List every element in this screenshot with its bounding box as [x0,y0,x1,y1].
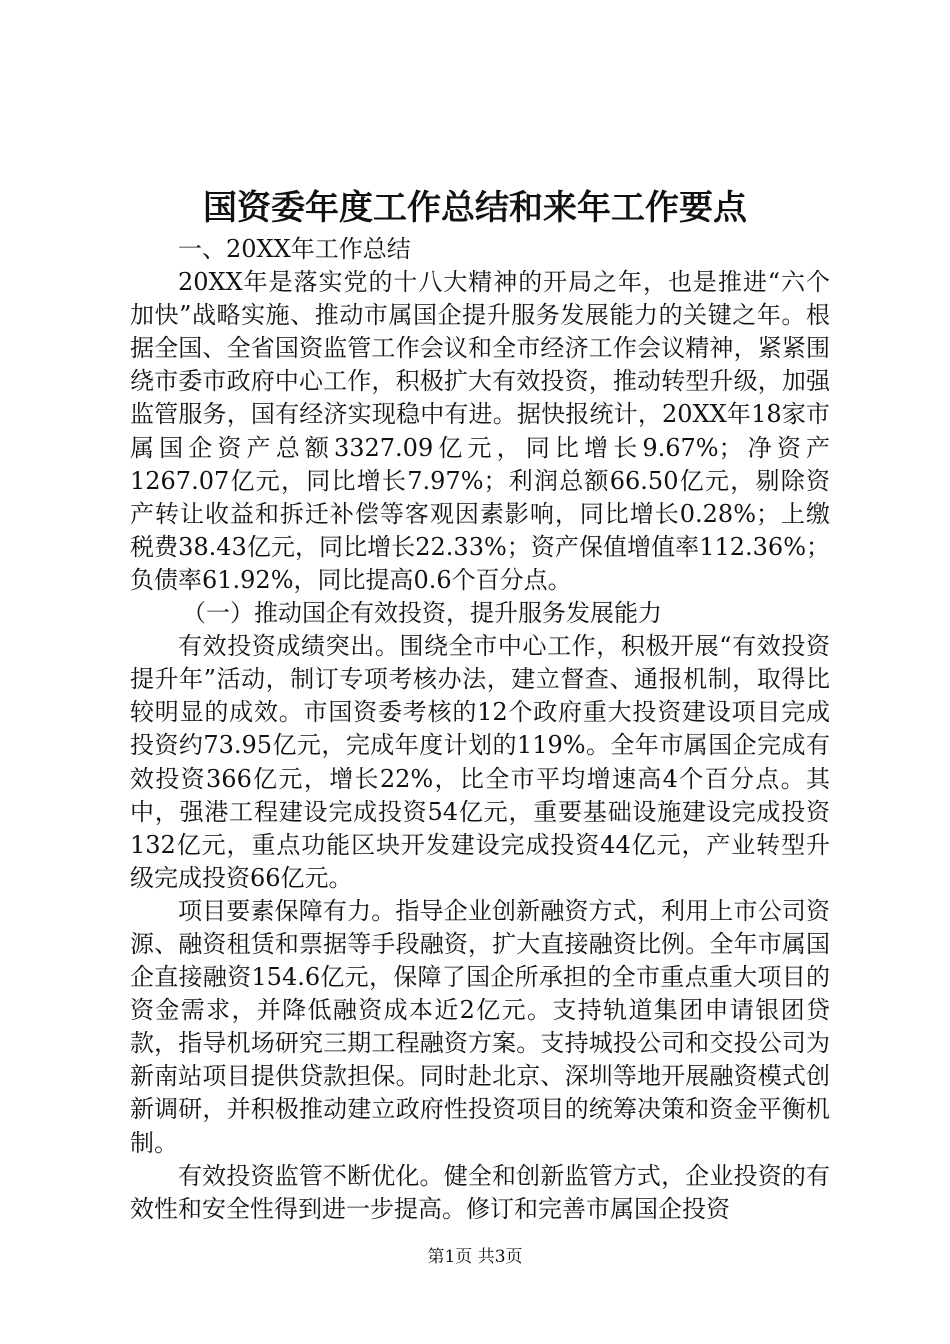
document-body [130,233,830,1226]
paragraph: 有效投资成绩突出。围绕全市中心工作，积极开展“有效投资提升年”活动，制订专项考核办法，建立督查、通报机制，取得比较明显的成效。市国资委考核的12个政府重大投资建设项目完成投资约73.95亿元，完成年度计划的119%。全年市属国企完成有效投资366亿元，增长22%，比全市平均增速高4个百分点。其中，强港工程建设完成投资54亿元，重要基础设施建设完成投资132亿元，重点功能区块开发建设完成投资44亿元，产业转型升级完成投资66亿元。 [130,632,830,892]
paragraph: 项目要素保障有力。指导企业创新融资方式，利用上市公司资源、融资租赁和票据等手段融资，扩大直接融资比例。全年市属国企直接融资154.6亿元，保障了国企所承担的全市重点重大项目的资金需求，并降低融资成本近2亿元。支持轨道集团申请银团贷款，指导机场研究三期工程融资方案。支持城投公司和交投公司为新南站项目提供贷款担保。同时赴北京、深圳等地开展融资模式创新调研，并积极推动建立政府性投资项目的统筹决策和资金平衡机制。 [130,896,830,1157]
document-title: 国资委年度工作总结和来年工作要点 [203,188,747,228]
subsection-heading: （一）推动国企有效投资，提升服务发展能力 [182,599,662,628]
paragraph: 有效投资监管不断优化。健全和创新监管方式，企业投资的有效性和安全性得到进一步提高。修订和完善市属国企投资 [130,1161,830,1223]
section-heading: 一、20XX年工作总结 [178,235,411,263]
page-number-footer: 第1页 共3页 [427,1247,523,1267]
paragraph: 20XX年是落实党的十八大精神的开局之年，也是推进“六个加快”战略实施、推动市属国企提升服务发展能力的关键之年。根据全国、全省国资监管工作会议和全市经济工作会议精神，紧紧围绕市委市政府中心工作，积极扩大有效投资，推动转型升级，加强监管服务，国有经济实现稳中有进。据快报统计，20XX年18家市属国企资产总额3327.09亿元，同比增长9.67%；净资产1267.07亿元，同比增长7.97%；利润总额66.50亿元，剔除资产转让收益和拆迁补偿等客观因素影响，同比增长0.28%；上缴税费38.43亿元，同比增长22.33%；资产保值增值率112.36%；负债率61.92%，同比提高0.6个百分点。 [130,268,830,594]
